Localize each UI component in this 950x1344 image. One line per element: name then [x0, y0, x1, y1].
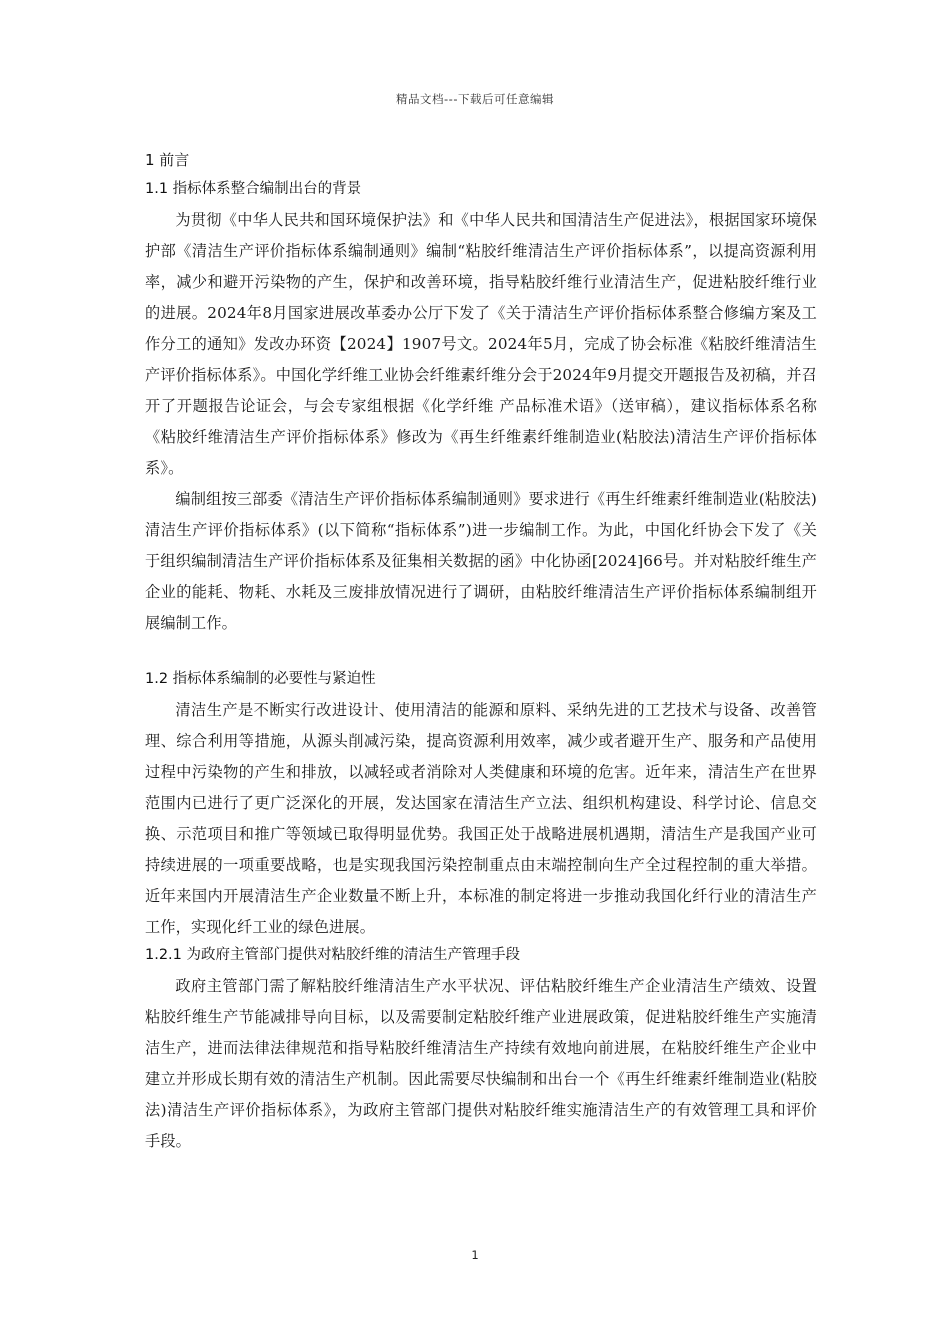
- paragraph: 清洁生产是不断实行改进设计、使用清洁的能源和原料、采纳先进的工艺技术与设备、改善管理、综合利用等措施，从源头削减污染，提高资源利用效率，减少或者避开生产、服务和产品使用过程中污染物的产生和排放，以减轻或者消除对人类健康和环境的危害。近年来，清洁生产在世界范围内已进行了更广泛深化的开展，发达国家在清洁生产立法、组织机构建设、科学讨论、信息交换、示范项目和推广等领域已取得明显优势。我国正处于战略进展机遇期，清洁生产是我国产业可持续进展的一项重要战略，也是实现我国污染控制重点由末端控制向生产全过程控制的重大举措。近年来国内开展清洁生产企业数量不断上升，本标准的制定将进一步推动我国化纤行业的清洁生产工作，实现化纤工业的绿色进展。: [145, 701, 817, 936]
- section-heading-1-2: 1.2 指标体系编制的必要性与紧迫性: [145, 671, 376, 687]
- paragraph: 为贯彻《中华人民共和国环境保护法》和《中华人民共和国清洁生产促进法》，根据国家环境保护部《清洁生产评价指标体系编制通则》编制“粘胶纤维清洁生产评价指标体系”，以提高资源利用率，减少和避开污染物的产生，保护和改善环境，指导粘胶纤维行业清洁生产，促进粘胶纤维行业的进展。2024年8月国家进展改革委办公厅下发了《关于清洁生产评价指标体系整合修编方案及工作分工的通知》发改办环资【2024】1907号文。2024年5月，完成了协会标准《粘胶纤维清洁生产评价指标体系》。中国化学纤维工业协会纤维素纤维分会于2024年9月提交开题报告及初稿，并召开了开题报告论证会，与会专家组根据《化学纤维 产品标准术语》（送审稿），建议指标体系名称《粘胶纤维清洁生产评价指标体系》修改为《再生纤维素纤维制造业(粘胶法)清洁生产评价指标体系》。: [145, 211, 817, 477]
- page-header: 精品文档---下载后可任意编辑: [396, 92, 554, 106]
- document-body: [145, 148, 817, 1157]
- paragraph: 政府主管部门需了解粘胶纤维清洁生产水平状况、评估粘胶纤维生产企业清洁生产绩效、设置粘胶纤维生产节能减排导向目标，以及需要制定粘胶纤维产业进展政策，促进粘胶纤维生产实施清洁生产，进而法律法律规范和指导粘胶纤维清洁生产持续有效地向前进展，在粘胶纤维生产企业中建立并形成长期有效的清洁生产机制。因此需要尽快编制和出台一个《再生纤维素纤维制造业(粘胶法)清洁生产评价指标体系》，为政府主管部门提供对粘胶纤维实施清洁生产的有效管理工具和评价手段。: [145, 977, 817, 1150]
- paragraph: 编制组按三部委《清洁生产评价指标体系编制通则》要求进行《再生纤维素纤维制造业(粘胶法)清洁生产评价指标体系》(以下简称“指标体系”)进一步编制工作。为此，中国化纤协会下发了《关于组织编制清洁生产评价指标体系及征集相关数据的函》中化协函[2024]66号。并对粘胶纤维生产企业的能耗、物耗、水耗及三废排放情况进行了调研，由粘胶纤维清洁生产评价指标体系编制组开展编制工作。: [145, 490, 817, 632]
- section-heading-1-1: 1.1 指标体系整合编制出台的背景: [145, 181, 362, 197]
- page-number: 1: [471, 1248, 479, 1262]
- section-heading-preface: 1 前言: [145, 151, 190, 169]
- section-heading-1-2-1: 1.2.1 为政府主管部门提供对粘胶纤维的清洁生产管理手段: [145, 947, 521, 963]
